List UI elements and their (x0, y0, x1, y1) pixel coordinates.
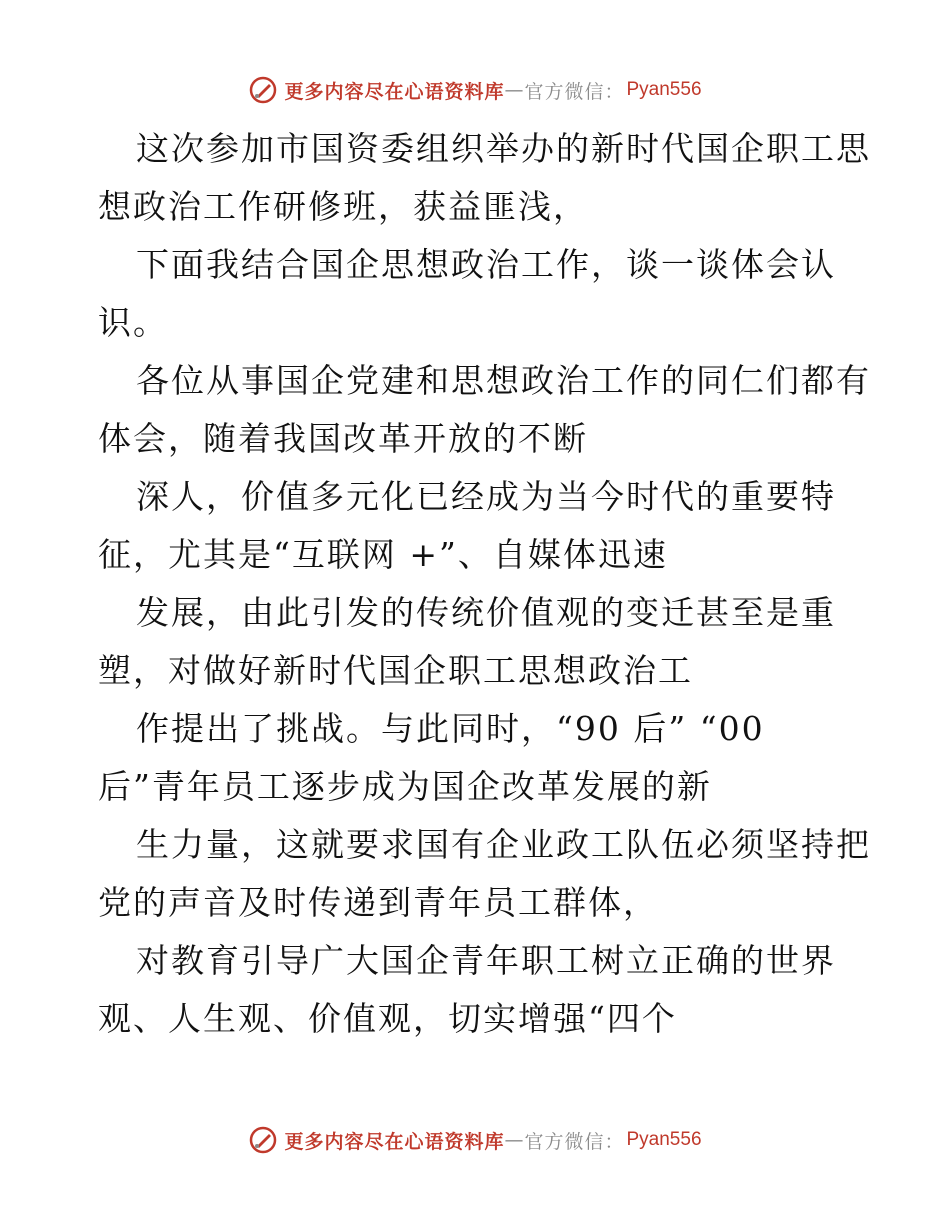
banner-wechat-label: 官方微信： (524, 80, 625, 103)
text-line: 后”青年员工逐步成为国企改革发展的新 (98, 767, 712, 806)
text-line: 识。 (98, 303, 168, 342)
text-line: 观、人生观、价值观，切实增强“四个 (98, 999, 677, 1038)
text-line: 各位从事国企党建和思想政治工作的同仁们都有 (136, 361, 871, 400)
text-line: 发展，由此引发的传统价值观的变迁甚至是重 (136, 593, 836, 632)
text-line: 对教育引导广大国企青年职工树立正确的世界 (136, 941, 836, 980)
banner-wechat-id: Pyan556 (626, 79, 702, 100)
text-line: 体会，随着我国改革开放的不断 (98, 419, 588, 458)
pen-logo-icon (248, 1125, 278, 1155)
document-body (98, 120, 871, 1048)
banner-text: 更多内容尽在心语资料库 (284, 80, 505, 103)
text-line: 想政治工作研修班，获益匪浅， (98, 187, 588, 226)
banner-wechat-id: Pyan556 (626, 1129, 702, 1150)
text-line: 作提出了挑战。与此同时，“90 后” “00 (136, 709, 765, 748)
banner-separator: — (504, 79, 525, 101)
text-line: 深人，价值多元化已经成为当今时代的重要特 (136, 477, 836, 516)
footer-watermark (0, 1120, 950, 1160)
text-line: 征，尤其是“互联网 +”、自媒体迅速 (98, 535, 668, 574)
text-line: 这次参加市国资委组织举办的新时代国企职工思 (136, 129, 871, 168)
text-line: 生力量，这就要求国有企业政工队伍必须坚持把 (136, 825, 871, 864)
header-watermark (0, 70, 950, 110)
banner-text: 更多内容尽在心语资料库 (284, 1130, 505, 1153)
text-line: 党的声音及时传递到青年员工群体， (98, 883, 658, 922)
text-line: 下面我结合国企思想政治工作，谈一谈体会认 (136, 245, 836, 284)
banner-wechat-label: 官方微信： (524, 1130, 625, 1153)
text-line: 塑，对做好新时代国企职工思想政治工 (98, 651, 693, 690)
pen-logo-icon (248, 75, 278, 105)
banner-separator: — (504, 1129, 525, 1151)
